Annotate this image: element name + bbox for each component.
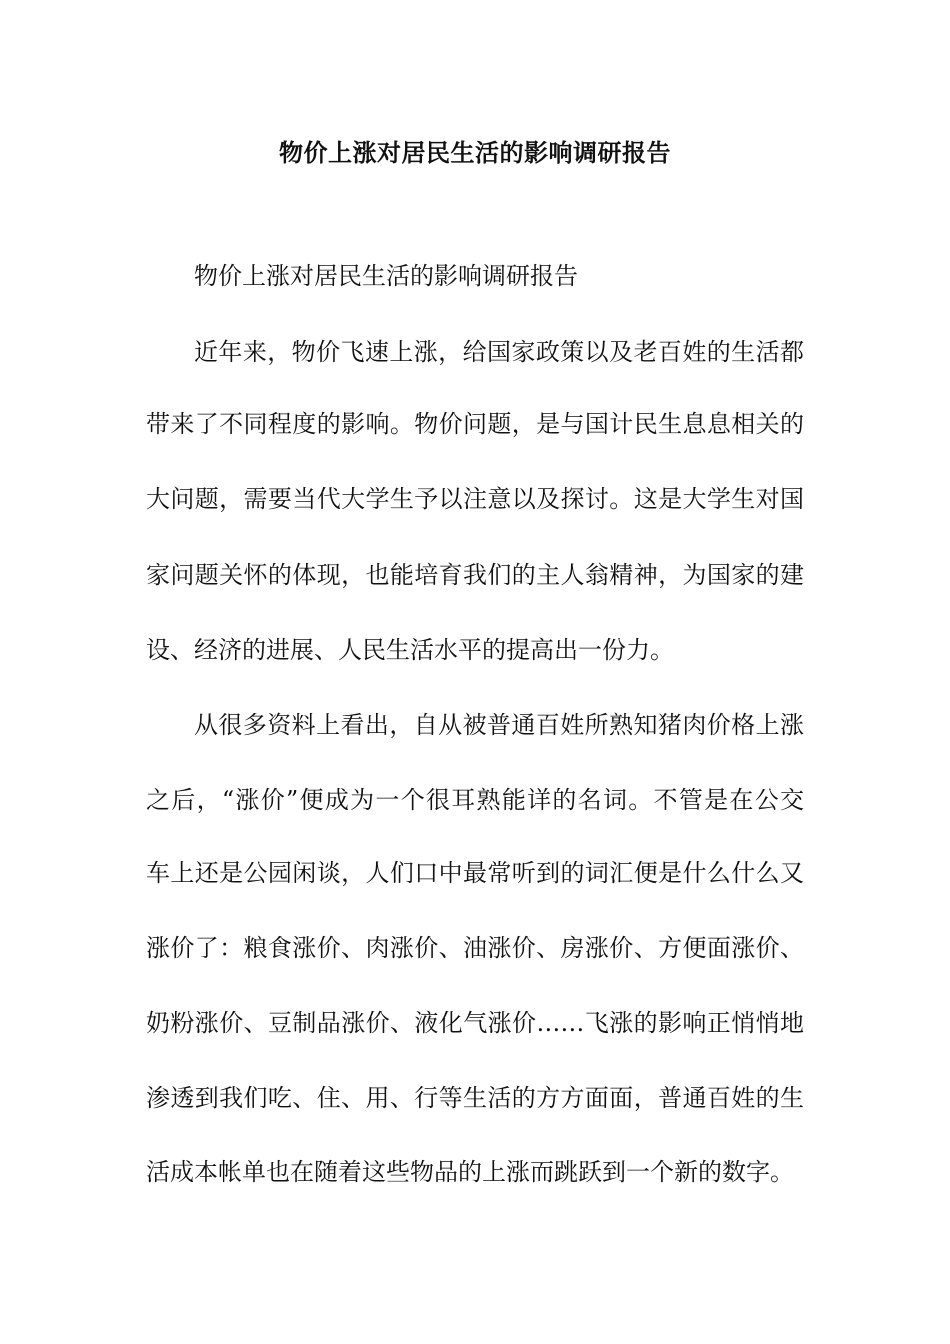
paragraph-2-line-4: 涨价了：粮食涨价、肉涨价、油涨价、房涨价、方便面涨价、 bbox=[146, 934, 804, 962]
paragraph-2-line-2: 之后，“涨价”便成为一个很耳熟能详的名词。不管是在公交 bbox=[146, 786, 804, 814]
paragraph-1-line-1: 近年来，物价飞速上涨，给国家政策以及老百姓的生活都 bbox=[194, 338, 804, 366]
paragraph-2-line-3: 车上还是公园闲谈，人们口中最常听到的词汇便是什么什么又 bbox=[146, 859, 804, 887]
paragraph-2-line-7: 活成本帐单也在随着这些物品的上涨而跳跃到一个新的数字。 bbox=[146, 1158, 794, 1186]
paragraph-2-line-1: 从很多资料上看出，自从被普通百姓所熟知猪肉价格上涨 bbox=[194, 711, 804, 739]
paragraph-1-line-2: 带来了不同程度的影响。物价问题，是与国计民生息息相关的 bbox=[146, 410, 804, 438]
subtitle-line: 物价上涨对居民生活的影响调研报告 bbox=[194, 262, 578, 290]
document-title: 物价上涨对居民生活的影响调研报告 bbox=[279, 138, 671, 167]
paragraph-1-line-4: 家问题关怀的体现，也能培育我们的主人翁精神，为国家的建 bbox=[146, 561, 804, 589]
paragraph-1-line-5: 设、经济的进展、人民生活水平的提高出一份力。 bbox=[146, 636, 674, 664]
paragraph-1-line-3: 大问题，需要当代大学生予以注意以及探讨。这是大学生对国 bbox=[146, 485, 804, 513]
paragraph-2-line-6: 渗透到我们吃、住、用、行等生活的方方面面，普通百姓的生 bbox=[146, 1084, 804, 1112]
paragraph-2-line-5: 奶粉涨价、豆制品涨价、液化气涨价……飞涨的影响正悄悄地 bbox=[146, 1009, 804, 1037]
